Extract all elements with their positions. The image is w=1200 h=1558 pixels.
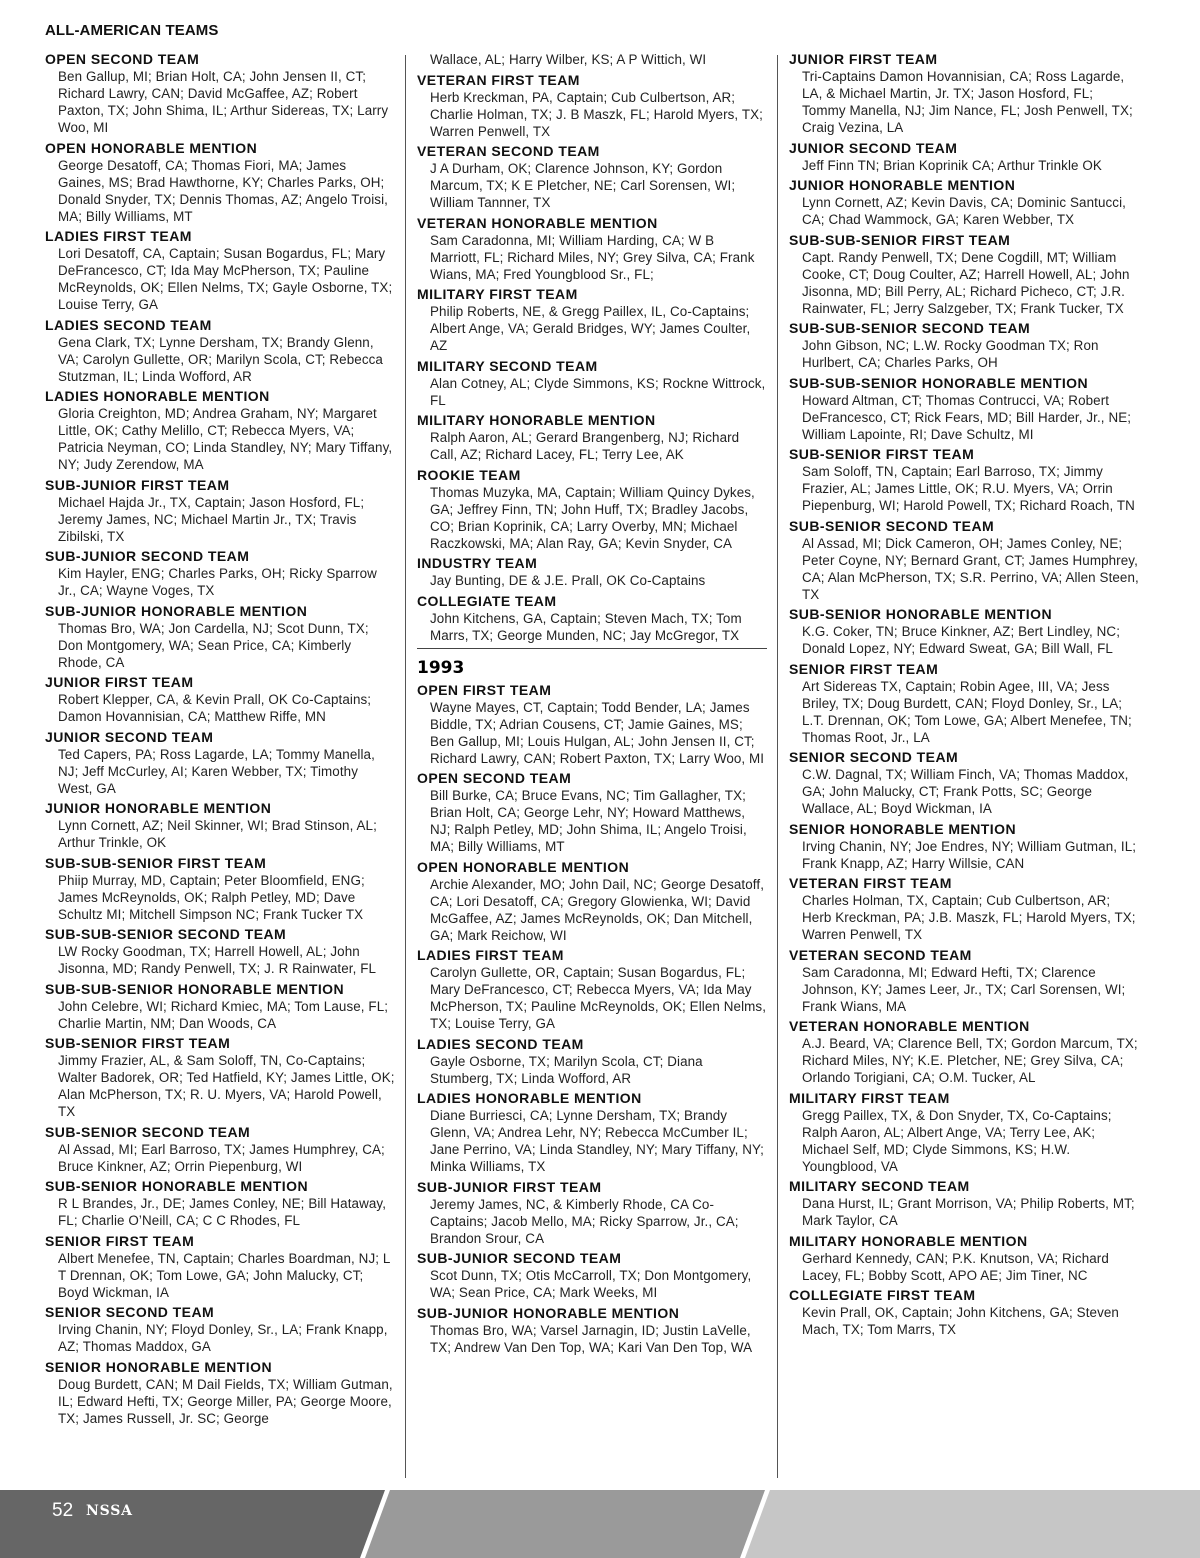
team-heading: MILITARY SECOND TEAM [417,357,598,374]
team-members: Diane Burriesci, CA; Lynne Dersham, TX; Brandy Glenn, VA; Andrea Lehr, NY; Rebecca McCumber IL; Jane Perrino, VA; Linda Standley, NY; Mary Tiffany, NY; Minka Williams, TX [430,1108,764,1174]
team-members: Charles Holman, TX, Captain; Cub Culbertson, AR; Herb Kreckman, PA; J.B. Maszk, FL; Harold Myers, TX; Warren Penwell, TX [802,893,1136,942]
team-members: Irving Chanin, NY; Joe Endres, NY; William Gutman, IL; Frank Knapp, AZ; Harry Willsie, CAN [802,838,1137,871]
column-2-sections [417,72,767,644]
team-heading: SENIOR SECOND TEAM [789,749,959,765]
team-members: Bill Burke, CA; Bruce Evans, NC; Tim Gallagher, TX; Brian Holt, CA; George Lehr, NY; Howard Matthews, NJ; Ralph Petley, MD; John Shima, IL; Angelo Troisi, MA; Billy Williams, MT [430,788,747,854]
team-section [417,682,767,767]
team-members: Phiip Murray, MD, Captain; Peter Bloomfield, ENG; James McReynolds, OK; Ralph Petley, MD; Dave Schultz MI; Mitchell Simpson NC; Frank Tucker TX [58,872,365,922]
team-members: Tri-Captains Damon Hovannisian, CA; Ross Lagarde, LA, & Michael Martin, Jr. TX; Jason Hosford, FL; Tommy Manella, NJ; Jim Nance, FL; Josh Penwell, TX; Craig Vezina, LA [802,69,1133,135]
team-heading: SUB-JUNIOR HONORABLE MENTION [45,602,308,619]
team-section [417,555,767,589]
team-section [789,606,1139,657]
team-section [789,749,1139,817]
team-members: Jeremy James, NC, & Kimberly Rhode, CA Co-Captains; Jacob Mello, MA; Ricky Sparrow, Jr., CA; Brandon Srour, CA [430,1196,739,1246]
team-heading: MILITARY FIRST TEAM [789,1089,950,1106]
team-section [45,855,395,923]
team-heading: SUB-JUNIOR FIRST TEAM [417,1178,602,1195]
team-members: Gregg Paillex, TX, & Don Snyder, TX, Co-Captains; Ralph Aaron, AL; Albert Ange, VA; Terry Lee, AK; Michael Self, MD; Clyde Simmons, KS; H.W. Youngblood, VA [802,1107,1112,1174]
year-1993-sections [417,682,767,1356]
team-members: Herb Kreckman, PA, Captain; Cub Culbertson, AR; Charlie Holman, TX; J. B Maszk, FL; Harold Myers, TX; Warren Penwell, TX [430,89,763,139]
team-members: Doug Burdett, CAN; M Dail Fields, TX; William Gutman, IL; Edward Hefti, TX; George Miller, PA; George Moore, TX; James Russell, Jr. SC; George [58,1376,393,1426]
team-members: Ralph Aaron, AL; Gerard Brangenberg, NJ; Richard Call, AZ; Richard Lacey, FL; Terry Lee, AK [430,430,740,462]
team-heading: SUB-JUNIOR SECOND TEAM [45,548,250,564]
team-heading: OPEN HONORABLE MENTION [45,139,258,156]
team-heading: OPEN HONORABLE MENTION [417,858,630,875]
team-section [45,1178,395,1229]
team-members: John Kitchens, GA, Captain; Steven Mach, TX; Tom Marrs, TX; George Munden, NC; Jay McGregor, TX [430,610,742,643]
team-heading: VETERAN FIRST TEAM [417,71,580,88]
team-members: Gena Clark, TX; Lynne Dersham, TX; Brandy Glenn, VA; Carolyn Gullette, OR; Marilyn Scola, CT; Rebecca Stutzman, IL; Linda Wofford, AR [58,334,383,384]
team-section [789,1233,1139,1284]
team-heading: LADIES HONORABLE MENTION [45,388,270,404]
footer-mid-panel [365,1490,765,1558]
team-members: Irving Chanin, NY; Floyd Donley, Sr., LA; Frank Knapp, AZ; Thomas Maddox, GA [58,1322,388,1354]
column-divider [777,55,778,1478]
team-members: Archie Alexander, MO; John Dail, NC; George Desatoff, CA; Lori Desatoff, CA; Gregory Glowienka, WI; David McGaffee, AZ; James McReynolds, OK; Dan Mitchell, GA; Mark Reichow, WI [430,876,765,943]
team-heading: MILITARY FIRST TEAM [417,286,578,302]
team-members: LW Rocky Goodman, TX; Harrell Howell, AL; John Jisonna, MD; Randy Penwell, TX; J. R Rainwater, FL [58,944,377,976]
team-members: Carolyn Gullette, OR, Captain; Susan Bogardus, FL; Mary DeFrancesco, CT; Rebecca Myers, VA; Ida May McPherson, TX; Pauline McReynolds, OK; Ellen Nelms, TX; Louise Terry, GA [430,965,767,1031]
team-members: Lynn Cornett, AZ; Neil Skinner, WI; Brad Stinson, AL; Arthur Trinkle, OK [58,818,377,850]
team-members: George Desatoff, CA; Thomas Fiori, MA; James Gaines, MS; Brad Hawthorne, KY; Charles Parks, OH; Donald Snyder, TX; Dennis Thomas, AZ; Angelo Troisi, MA; Billy Williams, MT [58,157,388,224]
team-heading: MILITARY HONORABLE MENTION [417,412,656,428]
team-members: Lynn Cornett, AZ; Kevin Davis, CA; Dominic Santucci, CA; Chad Wammock, GA; Karen Webber, TX [802,195,1126,227]
column-2 [417,51,767,1359]
team-section [417,467,767,552]
team-heading: MILITARY SECOND TEAM [789,1178,970,1194]
team-members: Lori Desatoff, CA, Captain; Susan Bogardus, FL; Mary DeFrancesco, CT; Ida May McPherson, TX; Pauline McReynolds, OK; Ellen Nelms, TX; Gayle Osborne, TX; Louise Terry, GA [58,246,393,312]
team-heading: SENIOR FIRST TEAM [45,1232,195,1249]
column-3 [789,51,1139,1342]
team-section [789,1178,1139,1229]
team-heading: SUB-SUB-SENIOR FIRST TEAM [789,231,1011,248]
team-section [417,770,767,855]
team-members: Kevin Prall, OK, Captain; John Kitchens, GA; Steven Mach, TX; Tom Marrs, TX [802,1305,1119,1337]
team-heading: JUNIOR HONORABLE MENTION [45,800,272,816]
team-heading: JUNIOR FIRST TEAM [45,674,194,690]
team-section [45,603,395,671]
team-section [417,72,767,140]
team-section [789,1287,1139,1338]
team-heading: JUNIOR HONORABLE MENTION [789,177,1016,193]
team-members: C.W. Dagnal, TX; William Finch, VA; Thomas Maddox, GA; John Malucky, CT; Frank Potts, SC; George Wallace, AL; Boyd Wickman, IA [802,767,1129,816]
team-members: Wayne Mayes, CT, Captain; Todd Bender, LA; James Biddle, TX; Adrian Cousens, CT; Jamie Gaines, MS; Ben Gallup, MI; Louis Hulgan, AL; John Jensen II, CT; Richard Lawry, CAN; Robert Paxton, TX; Larry Woo, MI [430,699,765,766]
team-members: Jay Bunting, DE & J.E. Prall, OK Co-Captains [430,573,706,588]
team-heading: VETERAN HONORABLE MENTION [789,1018,1030,1034]
team-heading: VETERAN SECOND TEAM [417,143,600,159]
team-section [789,947,1139,1015]
team-section [417,1036,767,1087]
team-heading: ROOKIE TEAM [417,466,521,483]
team-heading: SUB-SUB-SENIOR HONORABLE MENTION [789,374,1089,391]
team-members: Ted Capers, PA; Ross Lagarde, LA; Tommy Manella, NJ; Jeff McCurley, AI; Karen Webber, TX; Timothy West, GA [58,746,375,796]
team-heading: SUB-SENIOR HONORABLE MENTION [789,606,1053,622]
team-members: Philip Roberts, NE, & Gregg Paillex, IL, Co-Captains; Albert Ange, VA; Gerald Bridges, WY; James Coulter, AZ [430,304,751,353]
team-section [789,1018,1139,1086]
team-section [45,477,395,545]
team-section [45,1233,395,1301]
team-members: Gayle Osborne, TX; Marilyn Scola, CT; Diana Stumberg, TX; Linda Wofford, AR [430,1053,703,1086]
team-section [45,981,395,1032]
team-members: Thomas Bro, WA; Jon Cardella, NJ; Scot Dunn, TX; Don Montgomery, WA; Sean Price, CA; Kimberly Rhode, CA [58,620,369,670]
team-section [789,177,1139,228]
team-section [789,446,1139,514]
team-section [417,215,767,283]
team-section [789,320,1139,371]
team-section [417,947,767,1032]
team-section [45,926,395,977]
team-members: John Celebre, WI; Richard Kmiec, MA; Tom Lause, FL; Charlie Martin, NM; Dan Woods, CA [58,998,389,1031]
continued-entry: Wallace, AL; Harry Wilber, KS; A P Wittich, WI [430,52,707,67]
team-section [45,140,395,225]
team-members: Alan Cotney, AL; Clyde Simmons, KS; Rockne Wittrock, FL [430,375,766,408]
team-section [789,140,1139,174]
team-section [789,661,1139,746]
team-members: K.G. Coker, TN; Bruce Kinkner, AZ; Bert Lindley, NC; Donald Lopez, NY; Edward Sweat, GA; Bill Wall, FL [802,624,1121,656]
team-members: A.J. Beard, VA; Clarence Bell, TX; Gordon Marcum, TX; Richard Miles, NY; K.E. Pletcher, NE; Grey Silva, CA; Orlando Torigiani, CA; O.M. Tucker, AL [802,1036,1138,1085]
team-section [417,1090,767,1175]
team-members: Gerhard Kennedy, CAN; P.K. Knutson, VA; Richard Lacey, FL; Bobby Scott, APO AE; Jim Tiner, NC [802,1250,1109,1283]
team-members: Robert Klepper, CA, & Kevin Prall, OK Co-Captains; Damon Hovannisian, CA; Matthew Riffe, MN [58,692,372,724]
page-number: 52 [52,1500,74,1521]
team-members: Kim Hayler, ENG; Charles Parks, OH; Ricky Sparrow Jr., CA; Wayne Voges, TX [58,566,377,598]
team-section [417,286,767,354]
team-heading: SUB-SUB-SENIOR HONORABLE MENTION [45,980,345,997]
team-members: Al Assad, MI; Dick Cameron, OH; James Conley, NE; Peter Coyne, NY; Bernard Grant, CT; James Humphrey, CA; Alan McPherson, TX; S.R. Perrino, VA; Allen Steen, TX [802,535,1139,602]
team-section [45,800,395,851]
team-section [45,228,395,313]
team-heading: VETERAN SECOND TEAM [789,946,972,963]
team-heading: LADIES FIRST TEAM [417,947,564,963]
team-heading: JUNIOR SECOND TEAM [45,728,214,745]
team-heading: SUB-SENIOR SECOND TEAM [45,1123,251,1140]
team-section [789,51,1139,136]
team-section [417,1305,767,1356]
team-section [45,51,395,136]
year-heading: 1993 [417,657,465,678]
team-heading: SUB-JUNIOR SECOND TEAM [417,1250,622,1266]
team-members: J A Durham, OK; Clarence Johnson, KY; Gordon Marcum, TX; K E Pletcher, NE; Carl Sorensen, WI; William Tannner, TX [430,161,736,210]
team-heading: COLLEGIATE TEAM [417,592,557,609]
team-heading: SUB-SENIOR SECOND TEAM [789,517,995,534]
team-heading: LADIES HONORABLE MENTION [417,1090,642,1106]
team-section [417,593,767,644]
team-members: Thomas Bro, WA; Varsel Jarnagin, ID; Justin LaVelle, TX; Andrew Van Den Top, WA; Kari Van Den Top, WA [430,1322,753,1355]
team-members: Howard Altman, CT; Thomas Contrucci, VA; Robert DeFrancesco, CT; Rick Fears, MD; Bill Harder, Jr., NE; William Lapointe, RI; Dave Schultz, MI [802,392,1132,442]
year-rule [417,648,767,649]
team-heading: SENIOR HONORABLE MENTION [789,820,1017,837]
team-heading: SUB-SENIOR HONORABLE MENTION [45,1178,309,1194]
team-members: Jimmy Frazier, AL, & Sam Soloff, TN, Co-Captains; Walter Badorek, OR; Ted Hatfield, KY; James Little, OK; Alan McPherson, TX; R. U. Myers, VA; Harold Powell, TX [58,1053,395,1119]
footer-light-panel [745,1490,1200,1558]
team-heading: OPEN SECOND TEAM [45,51,200,67]
team-members: John Gibson, NC; L.W. Rocky Goodman TX; Ron Hurlbert, CA; Charles Parks, OH [802,338,1099,370]
team-section [789,518,1139,603]
team-section [45,317,395,385]
team-members: Scot Dunn, TX; Otis McCarroll, TX; Don Montgomery, WA; Sean Price, CA; Mark Weeks, MI [430,1268,752,1300]
column-1 [45,51,395,1430]
team-section [45,548,395,599]
page-title: ALL-AMERICAN TEAMS [45,22,219,39]
team-heading: SENIOR HONORABLE MENTION [45,1358,273,1375]
team-heading: SENIOR SECOND TEAM [45,1304,215,1320]
team-section [417,143,767,211]
team-heading: JUNIOR SECOND TEAM [789,139,958,156]
team-heading: VETERAN FIRST TEAM [789,875,952,891]
team-members: Ben Gallup, MI; Brian Holt, CA; John Jensen II, CT; Richard Lawry, CAN; David McGaffee, AZ; Robert Paxton, TX; John Shima, IL; Arthur Sidereas, TX; Larry Woo, MI [58,69,389,135]
team-section [417,412,767,463]
team-heading: SUB-SENIOR FIRST TEAM [789,446,975,462]
team-section [789,232,1139,317]
team-section [417,1179,767,1247]
team-heading: OPEN FIRST TEAM [417,681,552,698]
team-section [789,375,1139,443]
team-members: Thomas Muzyka, MA, Captain; William Quincy Dykes, GA; Jeffrey Finn, TN; John Huff, TX; Bradley Jacobs, CO; Brian Koprinik, CA; Larry Overby, MN; Michael Raczkowski, MA; Alan Ray, GA; Kevin Snyder, CA [430,484,755,551]
column-divider [405,55,406,1478]
team-heading: SUB-SUB-SENIOR FIRST TEAM [45,854,267,871]
footer-band [0,1490,1200,1558]
team-heading: SUB-JUNIOR FIRST TEAM [45,476,230,493]
team-heading: OPEN SECOND TEAM [417,770,572,786]
team-heading: INDUSTRY TEAM [417,555,538,571]
team-members: Michael Hajda Jr., TX, Captain; Jason Hosford, FL; Jeremy James, NC; Michael Martin Jr., TX; Travis Zibilski, TX [58,494,365,544]
team-section [45,1035,395,1120]
team-heading: JUNIOR FIRST TEAM [789,51,938,67]
team-section [789,1090,1139,1175]
team-heading: SUB-JUNIOR HONORABLE MENTION [417,1304,680,1321]
footer-shapes [0,1490,1200,1558]
team-section [45,674,395,725]
team-members: R L Brandes, Jr., DE; James Conley, NE; Bill Hataway, FL; Charlie O’Neill, CA; C C Rhodes, FL [58,1196,387,1228]
team-section [45,388,395,473]
team-section [417,1250,767,1301]
team-section [417,859,767,944]
team-heading: SENIOR FIRST TEAM [789,660,939,677]
footer-brand: NSSA [86,1503,133,1519]
team-section [789,821,1139,872]
team-section [45,729,395,797]
team-members: Jeff Finn TN; Brian Koprinik CA; Arthur Trinkle OK [802,157,1102,173]
team-members: Art Sidereas TX, Captain; Robin Agee, III, VA; Jess Briley, TX; Doug Burdett, CAN; Floyd Donley, Sr., LA; L.T. Drennan, OK; Tom Lowe, GA; Albert Menefee, TN; Thomas Root, Jr., LA [802,678,1132,745]
team-section [45,1304,395,1355]
team-section [45,1359,395,1427]
team-heading: SUB-SUB-SENIOR SECOND TEAM [789,320,1031,336]
team-heading: COLLEGIATE FIRST TEAM [789,1287,976,1303]
team-section [417,358,767,409]
team-heading: SUB-SENIOR FIRST TEAM [45,1035,231,1051]
team-heading: LADIES SECOND TEAM [45,316,212,333]
team-members: Sam Caradonna, MI; Edward Hefti, TX; Clarence Johnson, KY; James Leer, Jr., TX; Carl Sorensen, WI; Frank Wians, MA [802,964,1126,1014]
team-heading: SUB-SUB-SENIOR SECOND TEAM [45,926,287,942]
team-members: Sam Soloff, TN, Captain; Earl Barroso, TX; Jimmy Frazier, AL; James Little, OK; R.U. Myers, VA; Orrin Piepenburg, WI; Harold Powell, TX; Richard Roach, TN [802,464,1135,513]
team-members: Al Assad, MI; Earl Barroso, TX; James Humphrey, CA; Bruce Kinkner, AZ; Orrin Piepenburg, WI [58,1141,385,1174]
team-members: Albert Menefee, TN, Captain; Charles Boardman, NJ; L T Drennan, OK; Tom Lowe, GA; John Malucky, CT; Boyd Wickman, IA [58,1250,390,1300]
team-members: Sam Caradonna, MI; William Harding, CA; W B Marriott, FL; Richard Miles, NY; Grey Silva, CA; Frank Wians, MA; Fred Youngblood Sr., FL; [430,232,755,282]
team-heading: MILITARY HONORABLE MENTION [789,1232,1028,1249]
team-heading: LADIES SECOND TEAM [417,1035,584,1052]
team-section [45,1124,395,1175]
team-members: Dana Hurst, IL; Grant Morrison, VA; Philip Roberts, MT; Mark Taylor, CA [802,1196,1135,1228]
team-section [789,875,1139,943]
team-members: Capt. Randy Penwell, TX; Dene Cogdill, MT; William Cooke, CT; Doug Coulter, AZ; Harrell Howell, AL; John Jisonna, MD; Bill Perry, AL; Richard Picheco, CT; J.R. Rainwater, FL; Jerry Salzgeber, TX; Frank Tucker, TX [802,249,1130,316]
team-heading: VETERAN HONORABLE MENTION [417,214,658,231]
team-members: Gloria Creighton, MD; Andrea Graham, NY; Margaret Little, OK; Cathy Melillo, CT; Rebecca Myers, VA; Patricia Neyman, CO; Linda Standley, NY; Mary Tiffany, NY; Judy Zerendow, MA [58,406,393,472]
team-heading: LADIES FIRST TEAM [45,228,192,244]
